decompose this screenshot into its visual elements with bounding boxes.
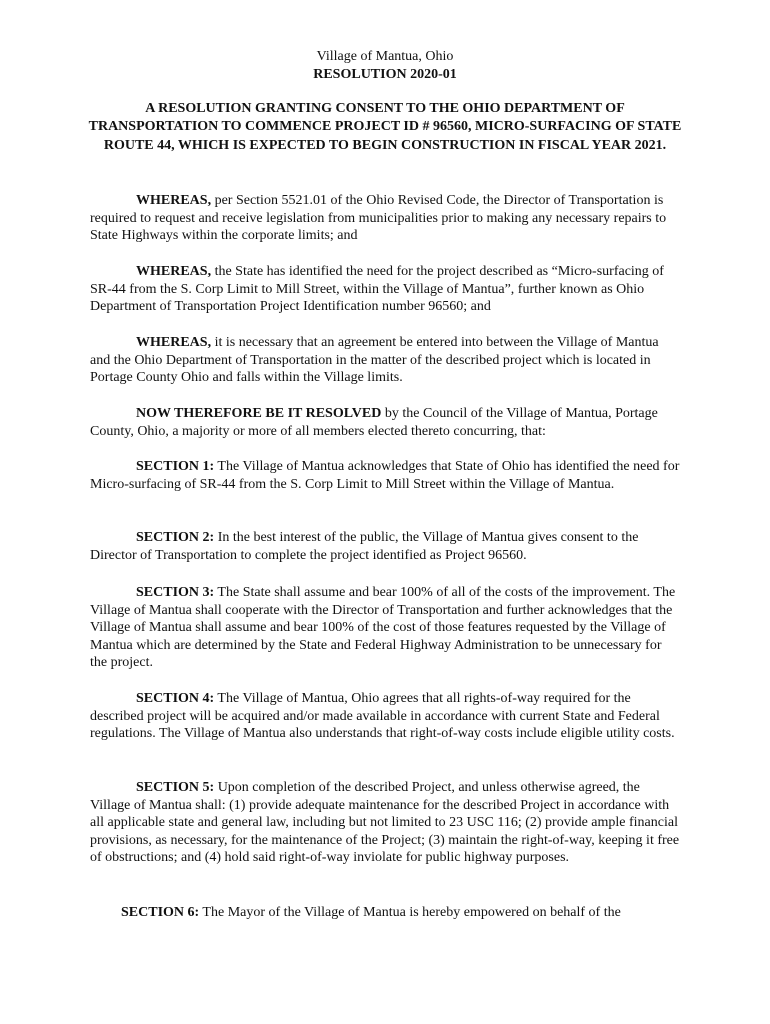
whereas-paragraph-1 bbox=[90, 192, 682, 245]
paragraph-text: per Section 5521.01 of the Ohio Revised Code, the Director of Transportation is required to request and receive legislation from municipalities prior to making any necessary repairs to State Highways within the corporate limits; and bbox=[90, 193, 667, 244]
paragraph-text: it is necessary that an agreement be entered into between the Village of Mantua and the Ohio Department of Transportation in the matter of the described project which is located in Portage County Ohio and falls within the Village limits. bbox=[90, 335, 659, 386]
section-4 bbox=[90, 690, 682, 743]
section-text: The Mayor of the Village of Mantua is hereby empowered on behalf of the bbox=[199, 905, 621, 920]
section-heading: SECTION 4: bbox=[136, 691, 215, 706]
resolution-number: RESOLUTION 2020-01 bbox=[313, 67, 457, 82]
section-heading: SECTION 2: bbox=[136, 530, 215, 545]
section-heading: SECTION 1: bbox=[136, 459, 215, 474]
paragraph-lead: WHEREAS, bbox=[136, 193, 212, 208]
section-text: The State shall assume and bear 100% of all of the costs of the improvement. The Village of Mantua shall cooperate with the Director of Transportation and further acknowledges that the Village of Mantua shall assume and bear 100% of the cost of those features requested by the Village of Mantua which are determined by the State and Federal Highway Administration to be unnecessary for the project. bbox=[90, 585, 676, 671]
section-heading: SECTION 5: bbox=[136, 780, 215, 795]
section-text: The Village of Mantua acknowledges that State of Ohio has identified the need for Micro-surfacing of SR-44 from the S. Corp Limit to Mill Street within the Village of Mantua. bbox=[90, 459, 680, 492]
section-text: Upon completion of the described Project, and unless otherwise agreed, the Village of Mantua shall: (1) provide adequate maintenance for the described Project in accordance with all applicable state and general law, including but not limited to 23 USC 116; (2) provide ample financial provisions, as necessary, for the maintenance of the Project; (3) maintain the right-of-way, keeping it free of obstructions; and (4) hold said right-of-way inviolate for public highway purposes. bbox=[90, 780, 680, 866]
section-heading: SECTION 3: bbox=[136, 585, 215, 600]
whereas-paragraph-3 bbox=[90, 334, 682, 387]
resolved-paragraph bbox=[90, 405, 682, 440]
paragraph-lead: WHEREAS, bbox=[136, 264, 212, 279]
section-1 bbox=[90, 458, 682, 493]
resolution-title: A RESOLUTION GRANTING CONSENT TO THE OHIO DEPARTMENT OF TRANSPORTATION TO COMMENCE PROJECT ID # 96560, MICRO-SURFACING OF STATE ROUTE 44, WHICH IS EXPECTED TO BEGIN CONSTRUCTION IN FISCAL YEAR 2021. bbox=[88, 101, 682, 153]
paragraph-text: by the Council of the Village of Mantua, Portage County, Ohio, a majority or more of all members elected thereto concurring, that: bbox=[90, 406, 658, 439]
paragraph-lead: WHEREAS, bbox=[136, 335, 212, 350]
paragraph-lead: NOW THEREFORE BE IT RESOLVED bbox=[136, 406, 382, 421]
section-6 bbox=[90, 904, 682, 922]
section-text: The Village of Mantua, Ohio agrees that all rights-of-way required for the described project will be acquired and/or made available in accordance with current State and Federal regulations. The Village of Mantua also understands that right-of-way costs include eligible utility costs. bbox=[90, 691, 675, 742]
whereas-paragraph-2 bbox=[90, 263, 682, 316]
paragraph-text: the State has identified the need for the project described as “Micro-surfacing of SR-44 from the S. Corp Limit to Mill Street, within the Village of Mantua”, further known as Ohio Department of Transportation Project Identification number 96560; and bbox=[90, 264, 664, 315]
section-2 bbox=[90, 529, 682, 564]
village-header: Village of Mantua, Ohio bbox=[316, 49, 454, 64]
section-heading: SECTION 6: bbox=[121, 905, 200, 920]
section-text: In the best interest of the public, the Village of Mantua gives consent to the Director of Transportation to complete the project identified as Project 96560. bbox=[90, 530, 639, 563]
section-5 bbox=[90, 779, 682, 867]
section-3 bbox=[90, 584, 682, 672]
